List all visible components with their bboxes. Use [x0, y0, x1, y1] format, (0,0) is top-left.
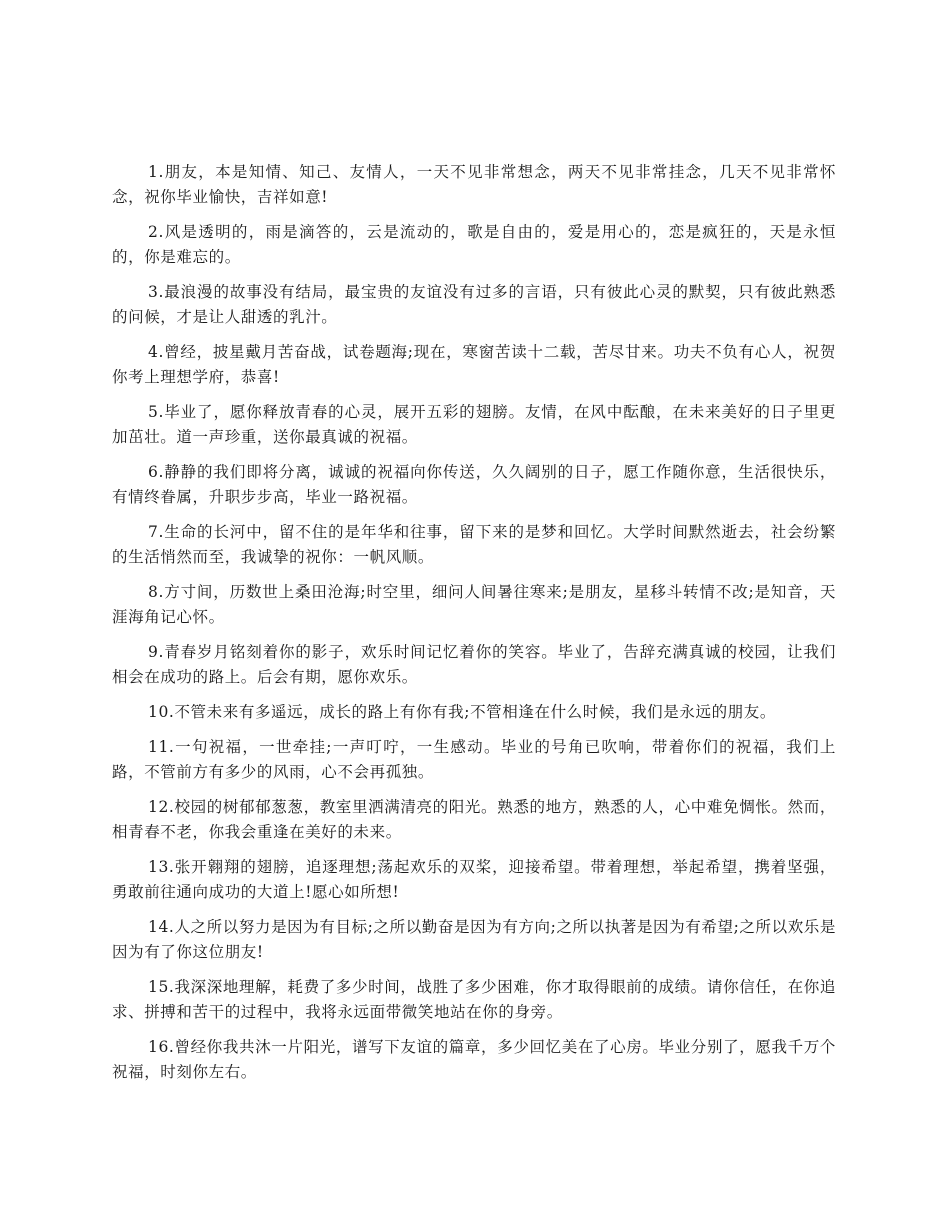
- paragraph-6: 6.静静的我们即将分离，诚诚的祝福向你传送，久久阔别的日子，愿工作随你意，生活很快乐，有情终眷属，升职步步高，毕业一路祝福。: [112, 463, 836, 506]
- paragraph-12: 12.校园的树郁郁葱葱，教室里洒满清亮的阳光。熟悉的地方，熟悉的人，心中难免惆怅。然而，相青春不老，你我会重逢在美好的未来。: [112, 798, 836, 841]
- paragraph-4: 4.曾经，披星戴月苦奋战，试卷题海;现在，寒窗苦读十二载，苦尽甘来。功夫不负有心人，祝贺你考上理想学府，恭喜!: [112, 343, 836, 386]
- paragraph-14: 14.人之所以努力是因为有目标;之所以勤奋是因为有方向;之所以执著是因为有希望;之所以欢乐是因为有了你这位朋友!: [112, 918, 836, 961]
- paragraph-2: 2.风是透明的，雨是滴答的，云是流动的，歌是自由的，爱是用心的，恋是疯狂的，天是永恒的，你是难忘的。: [112, 223, 836, 266]
- document-body: [112, 160, 836, 1095]
- paragraph-16: 16.曾经你我共沐一片阳光，谱写下友谊的篇章，多少回忆美在了心房。毕业分别了，愿我千万个祝福，时刻你左右。: [112, 1038, 836, 1081]
- paragraph-7: 7.生命的长河中，留不住的是年华和往事，留下来的是梦和回忆。大学时间默然逝去，社会纷繁的生活悄然而至，我诚挚的祝你：一帆风顺。: [112, 523, 836, 566]
- paragraph-13: 13.张开翱翔的翅膀，追逐理想;荡起欢乐的双桨，迎接希望。带着理想，举起希望，携着坚强，勇敢前往通向成功的大道上!愿心如所想!: [112, 858, 836, 901]
- paragraph-10: 10.不管未来有多遥远，成长的路上有你有我;不管相逢在什么时候，我们是永远的朋友。: [148, 703, 776, 721]
- paragraph-15: 15.我深深地理解，耗费了多少时间，战胜了多少困难，你才取得眼前的成绩。请你信任，在你追求、拼搏和苦干的过程中，我将永远面带微笑地站在你的身旁。: [112, 978, 836, 1021]
- paragraph-5: 5.毕业了，愿你释放青春的心灵，展开五彩的翅膀。友情，在风中酝酿，在未来美好的日子里更加茁壮。道一声珍重，送你最真诚的祝福。: [112, 403, 836, 446]
- paragraph-1: 1.朋友，本是知情、知己、友情人，一天不见非常想念，两天不见非常挂念，几天不见非常怀念，祝你毕业愉快，吉祥如意!: [112, 163, 836, 206]
- paragraph-8: 8.方寸间，历数世上桑田沧海;时空里，细问人间暑往寒来;是朋友，星移斗转情不改;是知音，天涯海角记心怀。: [112, 583, 836, 626]
- paragraph-11: 11.一句祝福，一世牵挂;一声叮咛，一生感动。毕业的号角已吹响，带着你们的祝福，我们上路，不管前方有多少的风雨，心不会再孤独。: [112, 738, 836, 781]
- paragraph-9: 9.青春岁月铭刻着你的影子，欢乐时间记忆着你的笑容。毕业了，告辞充满真诚的校园，让我们相会在成功的路上。后会有期，愿你欢乐。: [112, 643, 836, 686]
- paragraph-3: 3.最浪漫的故事没有结局，最宝贵的友谊没有过多的言语，只有彼此心灵的默契，只有彼此熟悉的问候，才是让人甜透的乳汁。: [112, 283, 836, 326]
